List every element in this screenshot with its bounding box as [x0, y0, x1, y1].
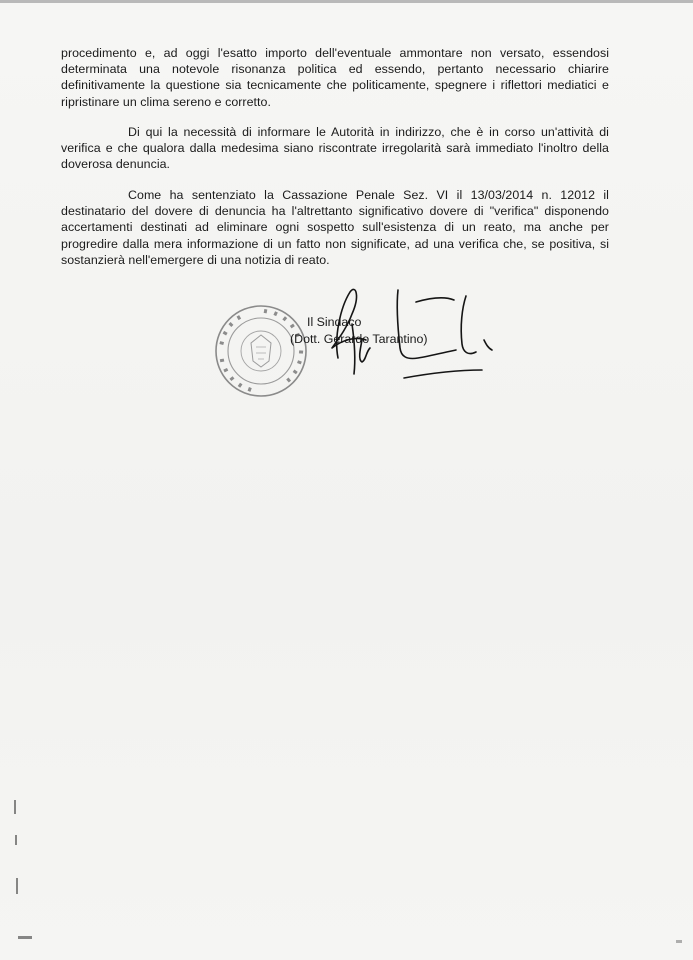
- scan-artifact: [676, 940, 682, 943]
- paragraph-1: procedimento e, ad oggi l'esatto importo dell'eventuale ammontare non versato, essendosi determinata una notevole risonanza politica ed essendo, pertanto necessario chiarire definitivamente la questione sia tecnicamente che politicamente, spegnere i riflettori mediatici e ripristinare un clima sereno e corretto.: [61, 46, 609, 109]
- signatory-title: Il Sindaco: [307, 315, 362, 329]
- scan-artifact: [14, 800, 16, 814]
- scan-artifact: [15, 835, 17, 845]
- signatory-name: (Dott. Gerardo Tarantino): [290, 332, 428, 346]
- scan-artifact: [18, 936, 32, 939]
- handwritten-signature: [326, 278, 526, 388]
- scan-artifact: [16, 878, 18, 894]
- paragraph-2: Di qui la necessità di informare le Autorità in indirizzo, che è in corso un'attività di verifica e che qualora dalla medesima siano riscontrate irregolarità sarà immediato l'inoltro della doverosa denuncia.: [61, 125, 609, 172]
- page-top-edge: [0, 0, 693, 3]
- paragraph-3: Come ha sentenziato la Cassazione Penale Sez. VI il 13/03/2014 n. 12012 il destinatario del dovere di denuncia ha l'altrettanto significativo dovere di "verifica" disponendo accertamenti destinati ad eliminare ogni sospetto sull'esistenza di un reato, ma anche per progredire dalla mera informazione di un fatto non significate, ad una verifica che, se positiva, si sostanzierà nell'emergere di una notizia di reato.: [61, 188, 609, 267]
